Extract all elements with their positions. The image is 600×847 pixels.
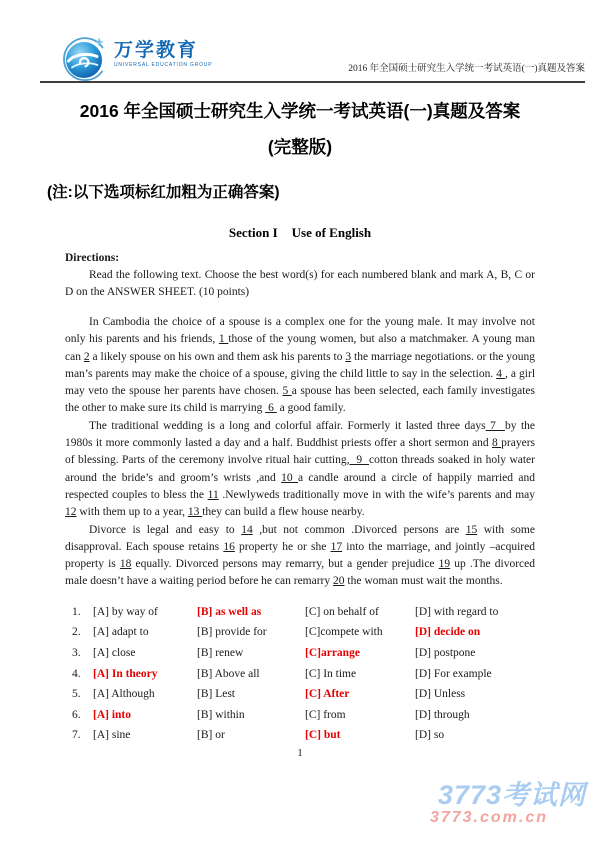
option-correct-answer: [D] decide on [415,626,481,639]
blank-number: 1 [218,333,229,346]
directions-label: Directions: [65,252,120,264]
passage-text: prayers of blessing. Parts of the ceremony involve ritual hair cutting, [65,437,535,467]
passage-paragraph [65,522,535,591]
blank-number: 18 [119,558,132,571]
site-watermark [430,781,586,826]
passage-text: by the 1980s it more commonly lasted a day and a half. Buddhist priests offer a short sermon and [65,419,535,450]
blank-number: 13 [187,506,203,519]
passage-text: , a girl may veto the spouse her parents have chosen. [65,367,536,398]
option-cell: [D] Unless [415,688,466,701]
passage-text: the marriage negotiations. or the young man’s parents may make the choice of a spouse, giving the child little to say in the selection. [65,350,535,380]
question-number: 6. [72,708,81,721]
question-number: 7. [72,729,81,742]
watermark-site-name: 3773考试网 [437,780,586,810]
answer-key-note: (注:以下选项标红加粗为正确答案) [47,184,280,201]
option-cell: [B] or [197,729,225,742]
question-number: 4. [72,667,81,680]
passage-paragraph [65,418,535,522]
passage-text: property he or she [234,540,331,553]
blank-number: 8 [492,437,502,450]
option-correct-answer: [C]arrange [305,646,360,659]
option-cell: [B] Lest [197,688,236,701]
blank-number: 20 [333,575,345,588]
passage-text: those of the young women, but also a matchmaker. A young man can [65,333,535,363]
blank-number: 16 [223,540,235,553]
passage-text: .Newlyweds traditionally move in with the wife’s parents and may [218,488,535,501]
blank-number: 17 [330,540,343,553]
passage-text: a spouse has been selected, each family investigates the other to make sure its child is marrying [65,385,535,415]
watermark-site-url: 3773.com.cn [429,809,548,826]
passage-paragraph [65,314,535,418]
blank-number: 14 [241,523,253,536]
brand-name-en: UNIVERSAL EDUCATION GROUP [114,61,213,68]
option-cell: [A] adapt to [93,626,149,639]
blank-number: 11 [207,488,219,501]
option-cell: [D] For example [415,667,492,680]
passage-text: Divorce is legal and easy to [89,523,242,536]
option-cell: [D] postpone [415,646,476,659]
passage-text: ,but not common .Divorced persons are [252,523,466,536]
directions-text: Read the following text. Choose the best word(s) for each numbered blank and mark A, B, C or D on the ANSWER SHEET. (10 points) [65,269,535,298]
blank-number: 10 [281,471,298,484]
document-content [0,99,600,759]
cloze-passage [65,314,535,591]
option-cell: [B] Above all [197,667,260,680]
passage-text: with them up to a year, [76,506,188,519]
question-row [72,725,535,746]
option-cell: [A] by way of [93,605,158,618]
question-row [72,622,535,643]
passage-text: cotton threads soaked in holy water around the bride’s and groom’s wrists ,and [65,454,535,484]
question-number: 2. [72,626,81,639]
option-cell: [B] within [197,708,245,721]
passage-text: up .The divorced male doesn’t have a waiting period before he can remarry [65,558,535,588]
passage-text: with some disapproval. Each spouse retains [65,523,535,553]
passage-text: a candle around a circle of happily married and respected couples to bless the [65,471,536,501]
passage-text: they can build a flew house nearby. [202,506,365,519]
option-cell: [A] close [93,646,136,659]
brand-logo [60,34,212,82]
option-correct-answer: [B] as well as [197,605,262,618]
blank-number: 15 [465,523,478,536]
blank-number: 3 [345,350,352,363]
option-cell: [D] so [415,729,445,742]
question-number: 5. [72,688,81,701]
blank-number: 9 [349,454,369,467]
blank-number: 4 [496,367,506,380]
question-row [72,684,535,705]
question-row [72,643,535,664]
option-cell: [B] provide for [197,626,267,639]
option-cell: [C] In time [305,667,357,680]
passage-text: the woman must wait the months. [344,575,503,588]
option-cell: [C] from [305,708,346,721]
passage-text: a likely spouse on his own and them ask his parents to [89,350,346,363]
option-cell: [A] sine [93,729,131,742]
page-header [40,34,585,83]
option-correct-answer: [A] In theory [93,667,158,680]
option-correct-answer: [C] After [305,688,350,701]
document-subtitle: (完整版) [267,137,333,157]
passage-text: a good family. [276,402,346,415]
passage-text: equally. Divorced persons may remarry, but a gender prejudice [131,558,439,571]
blank-number: 2 [83,350,90,363]
section-name: Use of English [291,225,372,240]
section-heading [65,225,535,241]
option-cell: [C]compete with [305,626,383,639]
question-number: 1. [72,605,81,618]
blank-number: 7 [485,419,505,432]
question-row [72,664,535,685]
passage-text: into the marriage, and jointly –acquired property is [65,540,535,571]
section-label: Section I [228,225,278,240]
option-cell: [D] through [415,708,470,721]
blank-number: 5 [282,385,292,398]
page-number: 1 [297,746,303,759]
blank-number: 19 [438,558,451,571]
blank-number: 12 [65,506,77,519]
option-cell: [B] renew [197,646,244,659]
option-cell: [D] with regard to [415,605,499,618]
option-cell: [C] on behalf of [305,605,379,618]
option-cell: [A] Although [93,688,155,701]
blank-number: 6 [265,402,277,415]
passage-text: The traditional wedding is a long and colorful affair. Formerly it lasted three days [89,419,486,432]
brand-name: 万学教育 [114,39,199,61]
question-number: 3. [72,646,81,659]
question-row [72,602,535,623]
passage-text: In Cambodia the choice of a spouse is a complex one for the young male. It may involve not only his parents and his friends, [65,316,535,346]
header-document-reference: 2016 年全国硕士研究生入学统一考试英语(一)真题及答案 [348,64,585,74]
option-correct-answer: [C] but [305,729,341,742]
document-title: 2016 年全国硕士研究生入学统一考试英语(一)真题及答案 [79,101,521,121]
brand-logo-text [114,41,212,76]
question-row [72,705,535,726]
globe-logo-icon [60,34,108,82]
options-table [72,602,535,746]
option-correct-answer: [A] into [93,708,132,721]
